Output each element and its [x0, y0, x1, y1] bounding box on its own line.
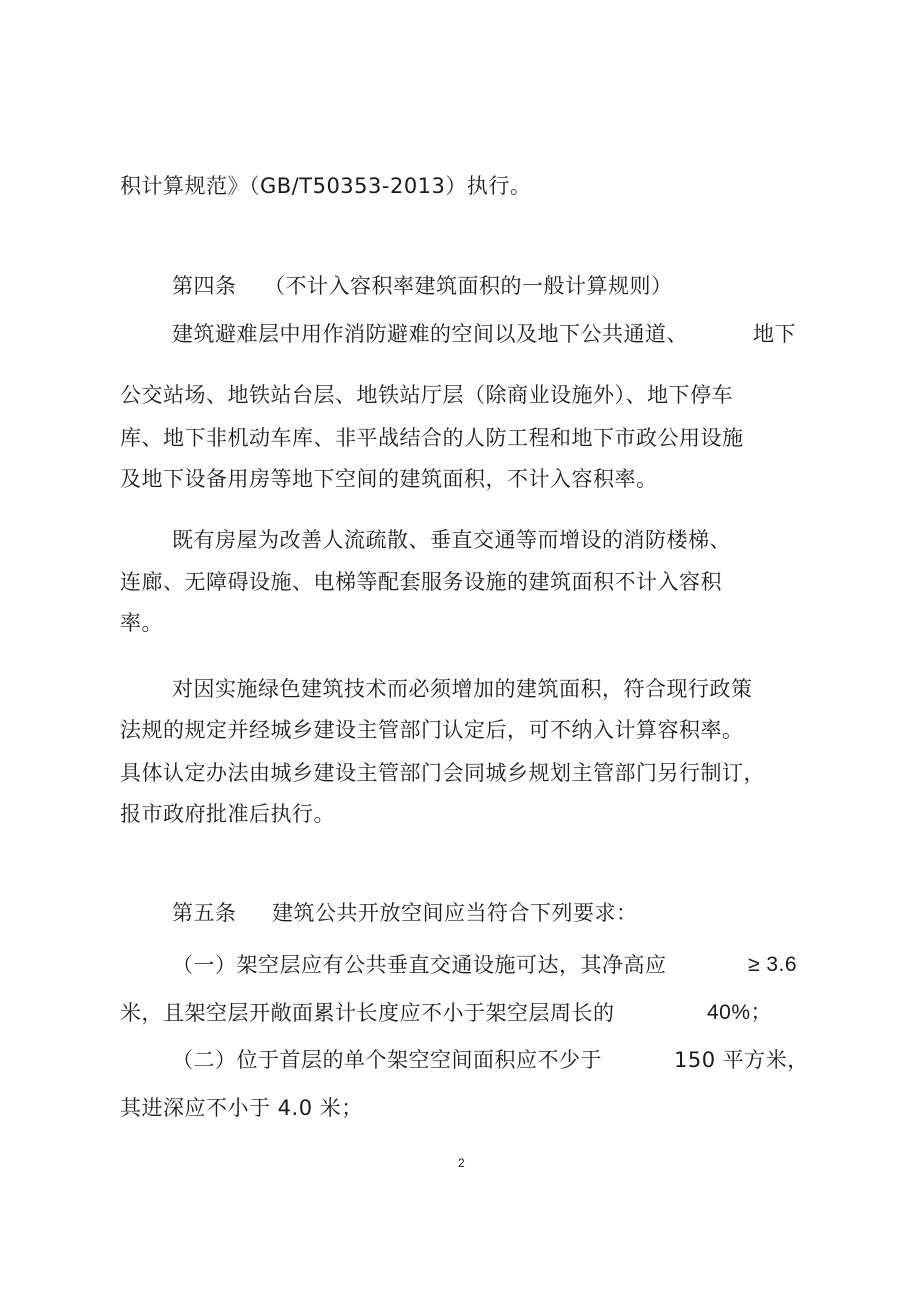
text-line: 库、地下非机动车库、非平战结合的人防工程和地下市政公用设施: [120, 426, 744, 450]
page-number: 2: [458, 1156, 465, 1170]
text-line: ≥ 3.6: [748, 953, 798, 976]
article-4-heading: 第四条: [172, 274, 237, 298]
text-line: 地下: [753, 322, 796, 346]
text-line: 150 平方米，: [674, 1048, 809, 1072]
text-line: 既有房屋为改善人流疏散、垂直交通等而增设的消防楼梯、: [172, 528, 731, 552]
text-line: 40%；: [707, 1001, 773, 1024]
text-line: 法规的规定并经城乡建设主管部门认定后，可不纳入计算容积率。: [120, 718, 744, 742]
text-line: 公交站场、地铁站台层、地铁站厅层（除商业设施外）、地下停车: [120, 383, 733, 407]
article-4-title: （不计入容积率建筑面积的一般计算规则）: [264, 274, 673, 298]
text-line: 其进深应不小于 4.0 米；: [120, 1096, 363, 1120]
text-line: （一）架空层应有公共垂直交通设施可达，其净高应: [172, 953, 667, 977]
text-line: 米，且架空层开敞面累计长度应不小于架空层周长的: [120, 1001, 615, 1025]
article-5-title: 建筑公共开放空间应当符合下列要求：: [272, 901, 638, 925]
text-line: 具体认定办法由城乡建设主管部门会同城乡规划主管部门另行制订，: [120, 761, 765, 785]
text-line: 率。: [120, 611, 163, 635]
article-5-heading: 第五条: [172, 901, 237, 925]
text-line: 及地下设备用房等地下空间的建筑面积，不计入容积率。: [120, 467, 658, 491]
text-line: 对因实施绿色建筑技术而必须增加的建筑面积，符合现行政策: [172, 677, 753, 701]
text-line: 连廊、无障碍设施、电梯等配套服务设施的建筑面积不计入容积: [120, 570, 722, 594]
text-line: 积计算规范》（GB/T50353-2013）执行。: [120, 174, 532, 198]
text-line: 建筑避难层中用作消防避难的空间以及地下公共通道、: [172, 322, 688, 346]
text-line: （二）位于首层的单个架空空间面积应不少于: [172, 1048, 602, 1072]
text-line: 报市政府批准后执行。: [120, 802, 335, 826]
